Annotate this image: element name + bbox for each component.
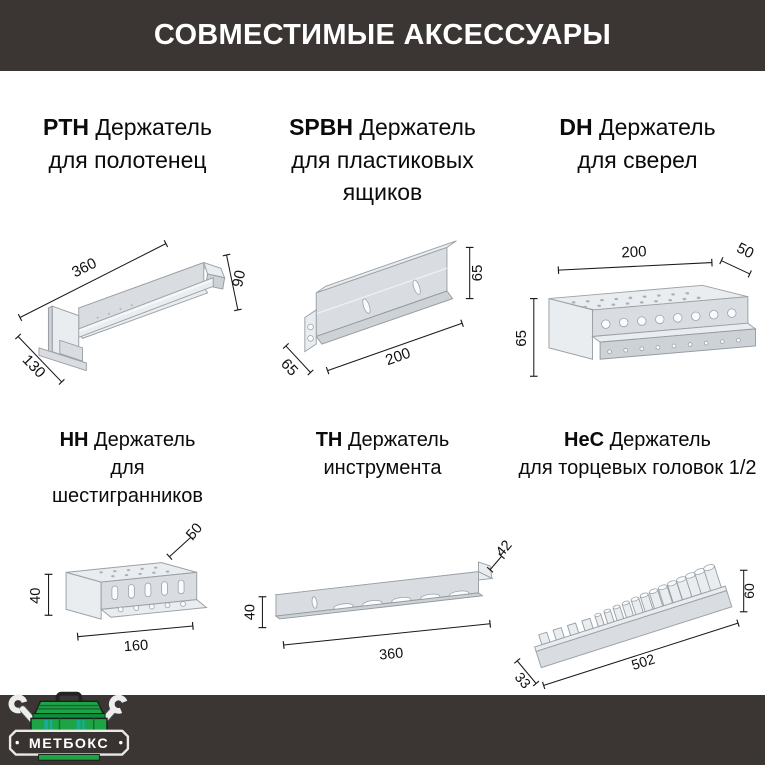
product-subtitle: для торцевых головок 1/2	[518, 457, 757, 479]
spbh-drawing	[262, 219, 504, 399]
product-type: Держатель	[95, 114, 212, 140]
product-title-spbh	[255, 111, 510, 219]
pth-dim-length: 360	[68, 254, 99, 282]
product-subtitle: для пластиковых	[291, 146, 474, 173]
spbh-dim-depth: 65	[276, 355, 301, 380]
dh-dim-height: 65	[512, 329, 530, 347]
spbh-dim-height: 65	[468, 264, 486, 282]
product-code: PTH	[43, 114, 90, 140]
product-title-pth	[0, 111, 255, 219]
product-card-pth	[0, 71, 255, 406]
th-dim-height: 40	[242, 604, 259, 621]
product-subtitle: инструмента	[323, 457, 442, 479]
th-dim-length: 360	[378, 645, 404, 664]
product-title-th	[255, 426, 510, 508]
header-bar	[0, 0, 765, 71]
hh-dim-height: 40	[27, 587, 44, 604]
product-type: Держатель	[359, 114, 476, 140]
th-dim-depth: 42	[492, 537, 516, 561]
product-card-spbh	[255, 71, 510, 406]
dh-dim-depth: 50	[733, 239, 756, 263]
product-code: SPBH	[289, 114, 353, 140]
product-title-hh	[0, 426, 255, 508]
logo-base-bar	[39, 755, 100, 761]
pth-dim-depth: 130	[18, 351, 49, 382]
hh-dim-depth: 50	[183, 520, 206, 544]
pth-drawing	[7, 219, 249, 399]
product-type: Держатель	[347, 429, 450, 451]
hec-drawing	[510, 508, 765, 692]
page-title: СОВМЕСТИМЫЕ АКСЕССУАРЫ	[153, 19, 612, 51]
product-code: HH	[59, 429, 89, 451]
product-title-dh	[510, 111, 765, 219]
product-subtitle: для	[110, 457, 145, 479]
product-card-hec	[510, 406, 765, 695]
product-subtitle-2: шестигранников	[51, 485, 204, 507]
hh-dim-length: 160	[123, 637, 149, 656]
product-code: HeC	[564, 429, 605, 451]
hec-dim-depth: 33	[511, 669, 534, 692]
toolbox-icon	[31, 694, 107, 731]
hec-dim-length: 502	[628, 650, 657, 673]
pth-dim-height: 90	[228, 268, 249, 289]
brand-plaque	[10, 731, 128, 755]
product-subtitle: для сверел	[577, 146, 698, 173]
brand-logo	[5, 688, 133, 764]
spbh-dim-length: 200	[382, 344, 413, 370]
product-card-dh	[510, 71, 765, 406]
products-grid	[0, 71, 765, 695]
product-type: Держатель	[94, 429, 196, 451]
product-type: Держатель	[599, 114, 716, 140]
product-code: TH	[315, 429, 343, 451]
product-code: DH	[559, 114, 593, 140]
product-title-hec	[510, 426, 765, 508]
product-subtitle-2: ящиков	[342, 179, 423, 206]
footer-bar	[0, 695, 765, 765]
product-card-hh	[0, 406, 255, 695]
hec-dim-height: 60	[740, 583, 757, 599]
product-type: Держатель	[609, 429, 711, 451]
dh-dim-length: 200	[620, 243, 647, 262]
dh-drawing	[512, 219, 759, 399]
brand-text: МЕТБОКС	[28, 735, 110, 752]
product-subtitle: для полотенец	[48, 146, 207, 173]
th-drawing	[242, 508, 519, 672]
hh-drawing	[25, 508, 230, 664]
product-card-th	[242, 406, 516, 695]
